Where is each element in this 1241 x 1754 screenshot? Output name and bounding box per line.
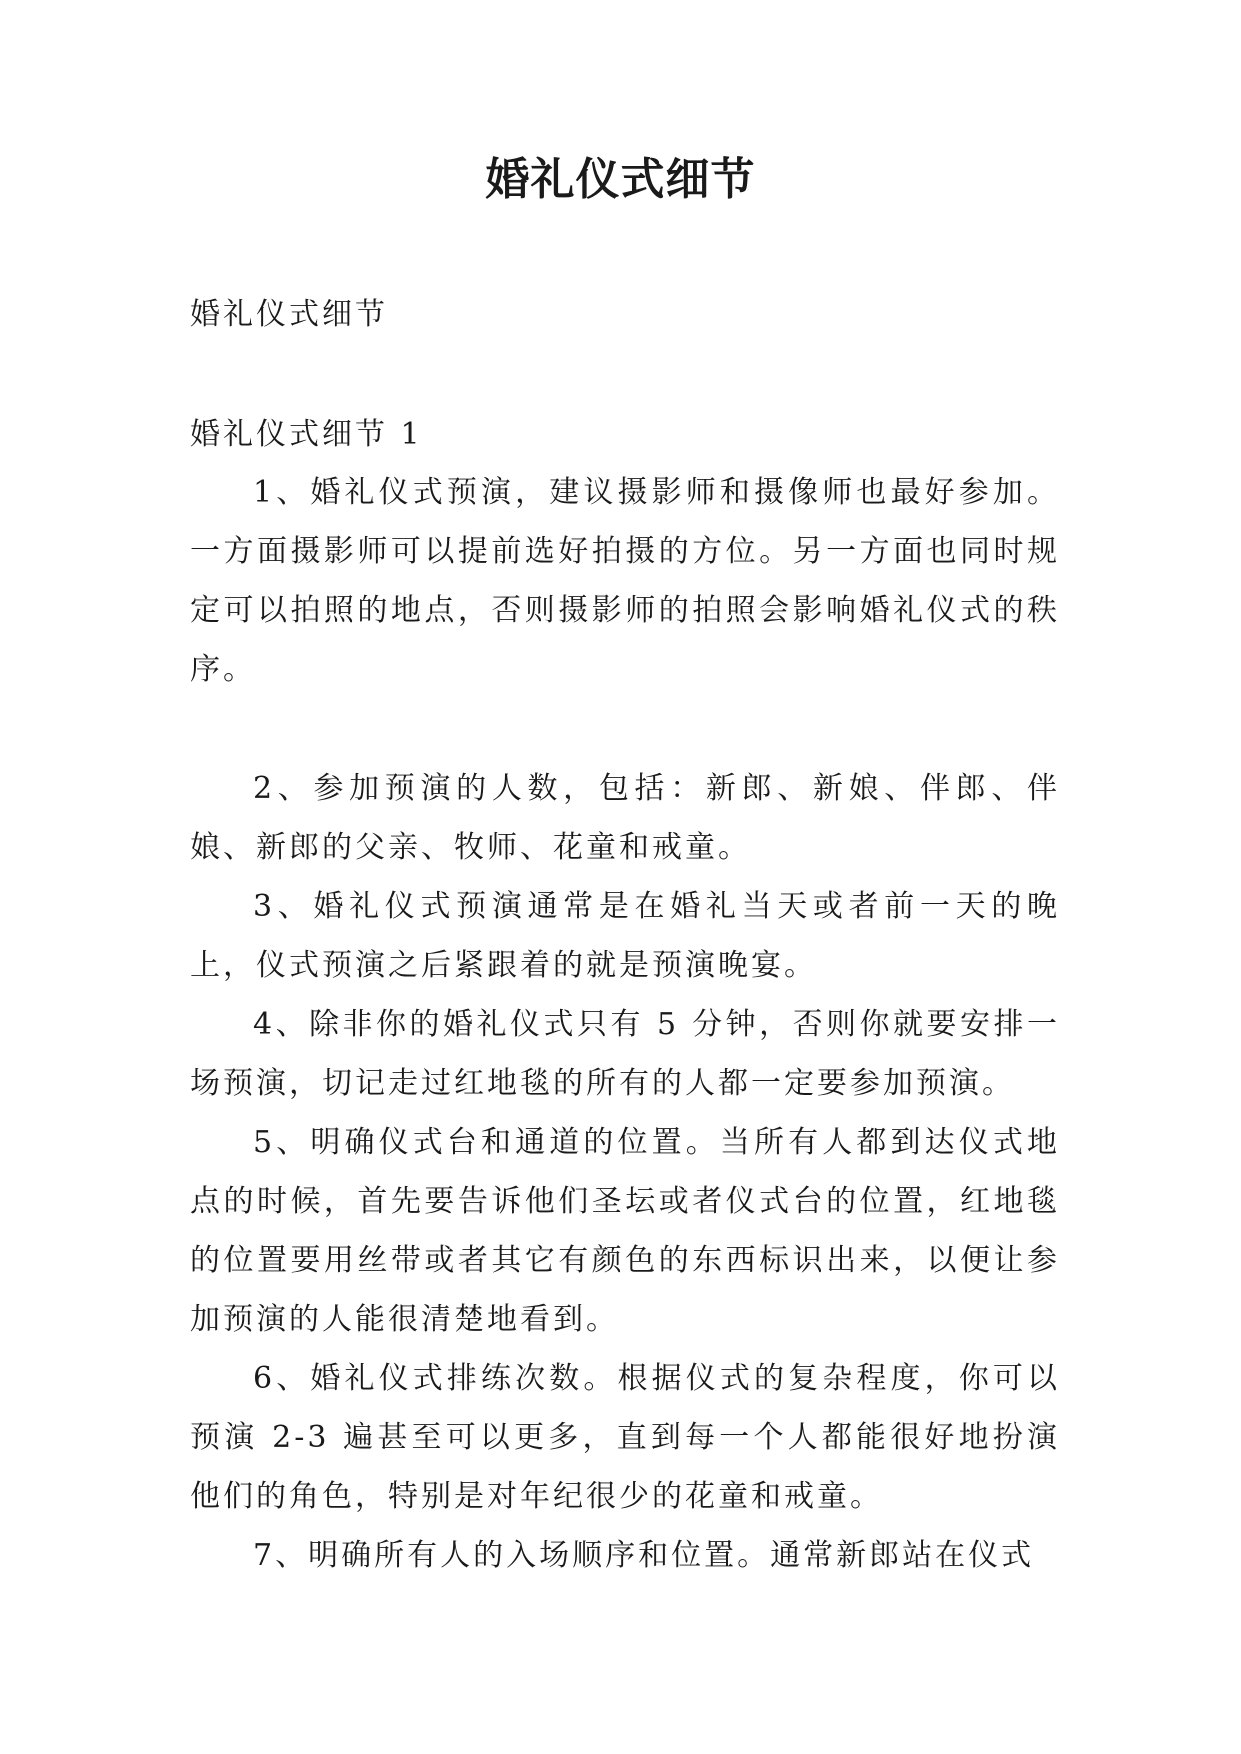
paragraph-5: 5、明确仪式台和通道的位置。当所有人都到达仪式地点的时候，首先要告诉他们圣坛或者仪式台的位置，红地毯的位置要用丝带或者其它有颜色的东西标识出来，以便让参加预演的人能很清楚地看到。: [190, 1125, 1060, 1337]
document-title: 婚礼仪式细节: [485, 154, 756, 205]
paragraph-3: 3、婚礼仪式预演通常是在婚礼当天或者前一天的晚上，仪式预演之后紧跟着的就是预演晚宴。: [190, 889, 1060, 983]
document-subtitle: 婚礼仪式细节: [190, 297, 388, 332]
paragraph-7: 7、明确所有人的入场顺序和位置。通常新郎站在仪式: [253, 1538, 1035, 1573]
paragraph-6: 6、婚礼仪式排练次数。根据仪式的复杂程度，你可以预演 2-3 遍甚至可以更多，直到每一个人都能很好地扮演他们的角色，特别是对年纪很少的花童和戒童。: [190, 1361, 1060, 1514]
section-heading: 婚礼仪式细节 1: [190, 417, 423, 452]
paragraph-4: 4、除非你的婚礼仪式只有 5 分钟，否则你就要安排一场预演，切记走过红地毯的所有的人都一定要参加预演。: [190, 1007, 1060, 1101]
paragraph-1: 1、婚礼仪式预演，建议摄影师和摄像师也最好参加。一方面摄影师可以提前选好拍摄的方位。另一方面也同时规定可以拍照的地点，否则摄影师的拍照会影响婚礼仪式的秩序。: [190, 475, 1060, 687]
paragraph-2: 2、参加预演的人数，包括：新郎、新娘、伴郎、伴娘、新郎的父亲、牧师、花童和戒童。: [190, 771, 1060, 865]
